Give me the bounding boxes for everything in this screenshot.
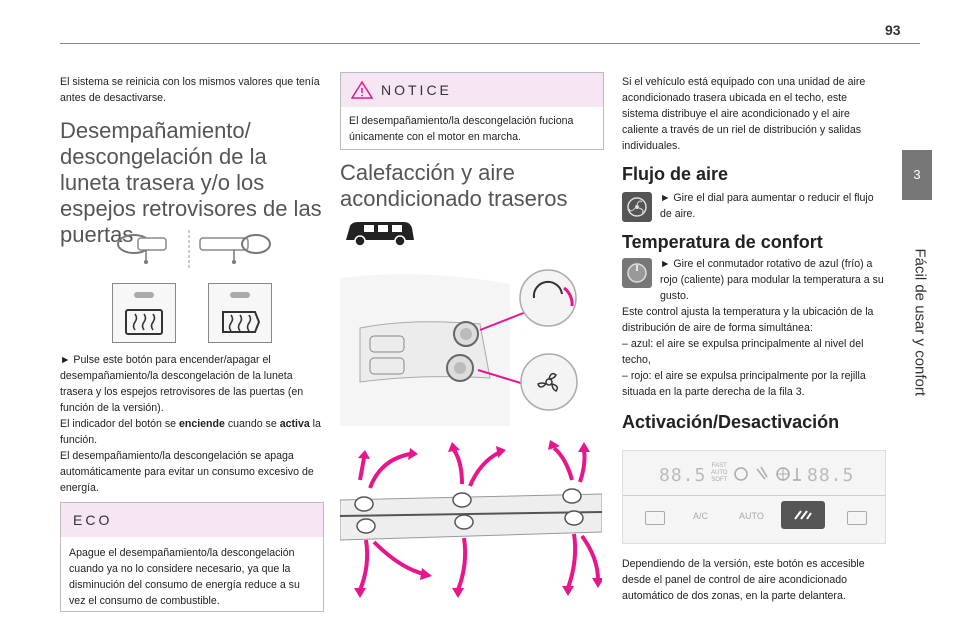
temp-dial-zoom: [521, 354, 577, 410]
vent-rail-illustration: [340, 440, 602, 608]
notice-box: [340, 72, 604, 150]
airflow-instruction: ► Gire el dial para aumentar o reducir el flujo de aire.: [660, 192, 874, 220]
eco-box-text: Apague el desempañamiento/la descongelación cuando ya no lo considere necesario, ya que la disminución del consumo de energía reduce a su vez el consumo de combustible.: [69, 547, 300, 607]
rear-defrost-button[interactable]: [112, 283, 176, 343]
panel-defrost-front-button[interactable]: [645, 511, 665, 525]
panel-temp-right: 88.5: [807, 465, 855, 486]
mirror-illustration: [108, 228, 278, 270]
mirror-defrost-icon: [209, 284, 271, 342]
notice-box-header: [341, 73, 603, 107]
eco-box: [60, 502, 324, 612]
rear-unit-intro: Si el vehículo está equipado con una unidad de aire acondicionado trasera ubicada en el techo, este sistema distribuye el aire acondicionado y el aire caliente a través de un riel de distribución y salidas individuales.: [622, 76, 866, 152]
temp-red-text: – rojo: el aire se expulsa principalmente por la rejilla situada en la parte derecha de la fila 3.: [622, 370, 866, 398]
panel-rear-ac-button[interactable]: [781, 501, 825, 529]
airflow-heading: Flujo de aire: [622, 164, 729, 184]
panel-symbols: [731, 463, 807, 485]
panel-footer-text: Dependiendo de la versión, este botón es accesible desde el panel de control de aire acondicionado automático de dos zonas, en la parte delantera.: [622, 558, 865, 602]
roof-control-illustration: [340, 258, 602, 426]
temp-blue-text: – azul: el aire se expulsa principalmente al nivel del techo,: [622, 338, 864, 366]
chapter-tab[interactable]: 3: [902, 150, 932, 200]
fan-dial-icon: [622, 192, 652, 222]
rear-defrost-icon: [113, 284, 175, 342]
comfort-temp-heading: Temperatura de confort: [622, 232, 823, 252]
front-ac-panel: [622, 450, 886, 544]
right-mirror-icon: [200, 235, 270, 264]
notice-title: NOTICE: [381, 82, 452, 98]
defrost-heading: Desempañamiento/ descongelación de la luneta trasera y/o los espejos retrovisores de las puertas: [60, 118, 322, 247]
rear-ac-heading: Calefacción y aire acondicionado traseros: [340, 160, 568, 211]
temp-instruction-start: ► Gire el conmutador rotativo de azul (frío) a rojo (caliente) para modular la temperatura a su gusto.: [660, 258, 884, 302]
page-number: 93: [885, 22, 901, 38]
panel-defrost-rear-button[interactable]: [847, 511, 867, 525]
chapter-side-title: Fácil de usar y confort: [911, 248, 929, 397]
defrost-instruction: ► Pulse este botón para encender/apagar el desempañamiento/la descongelación de la luneta trasera y los espejos retrovisores de las puertas (en función de la versión).: [60, 354, 304, 414]
temp-dial-icon: [622, 258, 652, 288]
rear-ac-icon: [791, 507, 815, 523]
panel-ac-button[interactable]: A/C: [693, 511, 709, 521]
panel-temp-left: 88.5: [659, 465, 707, 486]
fan-dial-zoom: [520, 270, 576, 326]
panel-mode-labels: FAST AUTO SOFT: [711, 463, 728, 483]
van-icon: [342, 218, 416, 248]
notice-text: El desempañamiento/la descongelación fuciona únicamente con el motor en marcha.: [349, 115, 574, 143]
auto-off-text: El desempañamiento/la descongelación se apaga automáticamente para evitar un consumo excesivo de energía.: [60, 450, 314, 494]
indicator-text: El indicador del botón se enciende cuando se activa la función.: [60, 418, 321, 446]
mirror-defrost-button[interactable]: [208, 283, 272, 343]
left-mirror-icon: [118, 235, 166, 264]
header-divider: [60, 43, 920, 44]
activation-heading: Activación/Desactivación: [622, 412, 840, 432]
panel-auto-button[interactable]: AUTO: [739, 511, 764, 521]
temp-detail: Este control ajusta la temperatura y la ubicación de la distribución de aire de forma simultánea:: [622, 306, 874, 334]
intro-text: El sistema se reinicia con los mismos valores que tenía antes de desactivarse.: [60, 76, 320, 104]
eco-box-title: ECO: [61, 503, 323, 537]
warning-icon: [351, 80, 373, 100]
